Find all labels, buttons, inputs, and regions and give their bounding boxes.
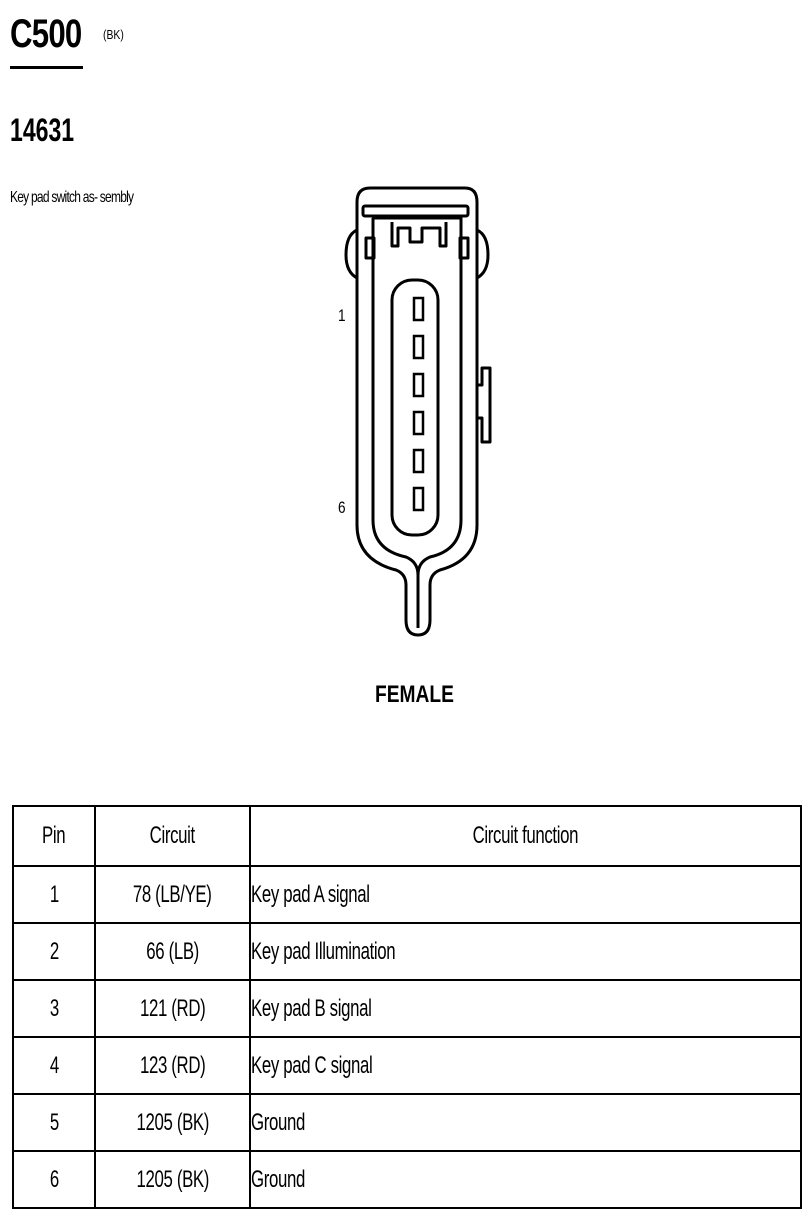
pin-terminal	[414, 336, 423, 358]
pinout-table	[12, 805, 802, 1209]
header-circuit: Circuit	[95, 806, 250, 866]
table-row	[13, 866, 801, 923]
function-cell: Key pad A signal	[250, 866, 801, 923]
table-row	[13, 980, 801, 1037]
pin-terminal	[414, 488, 423, 510]
circuit-cell: 1205 (BK)	[95, 1151, 250, 1208]
connector-id: C500	[10, 12, 82, 56]
left-ear	[346, 230, 357, 278]
right-ear	[477, 230, 488, 278]
function-cell: Key pad C signal	[250, 1037, 801, 1094]
pin-terminal	[414, 450, 423, 472]
circuit-cell: 123 (RD)	[95, 1037, 250, 1094]
header-pin: Pin	[13, 806, 95, 866]
pin-cell: 5	[13, 1094, 95, 1151]
part-description: Key pad switch as- sembly	[10, 189, 134, 206]
pin-cell: 4	[13, 1037, 95, 1094]
connector-latch	[392, 222, 446, 246]
connector-gender: FEMALE	[375, 681, 454, 708]
table-header-row	[13, 806, 801, 866]
pin-cell: 2	[13, 923, 95, 980]
table-row	[13, 1151, 801, 1208]
connector-color: (BK)	[103, 27, 124, 42]
function-cell: Key pad Illumination	[250, 923, 801, 980]
function-cell: Ground	[250, 1094, 801, 1151]
title-underline	[10, 66, 83, 69]
pin-terminal	[414, 412, 423, 434]
connector-diagram	[330, 180, 510, 650]
pin-terminal	[414, 374, 423, 396]
function-cell: Ground	[250, 1151, 801, 1208]
function-cell: Key pad B signal	[250, 980, 801, 1037]
side-tab	[477, 368, 490, 442]
right-ear-slot	[460, 238, 468, 258]
table-row	[13, 1037, 801, 1094]
pin-terminal	[414, 298, 423, 320]
circuit-cell: 1205 (BK)	[95, 1094, 250, 1151]
circuit-cell: 121 (RD)	[95, 980, 250, 1037]
left-ear-slot	[366, 238, 374, 258]
pin-label-last: 6	[338, 498, 346, 517]
pin-cell: 3	[13, 980, 95, 1037]
header-function: Circuit function	[250, 806, 801, 866]
pin-cell: 6	[13, 1151, 95, 1208]
circuit-cell: 78 (LB/YE)	[95, 866, 250, 923]
part-number: 14631	[10, 112, 75, 148]
connector-lock-bar	[363, 206, 468, 216]
circuit-cell: 66 (LB)	[95, 923, 250, 980]
pin-cell: 1	[13, 866, 95, 923]
table-row	[13, 923, 801, 980]
table-row	[13, 1094, 801, 1151]
pin-label-first: 1	[338, 306, 346, 325]
